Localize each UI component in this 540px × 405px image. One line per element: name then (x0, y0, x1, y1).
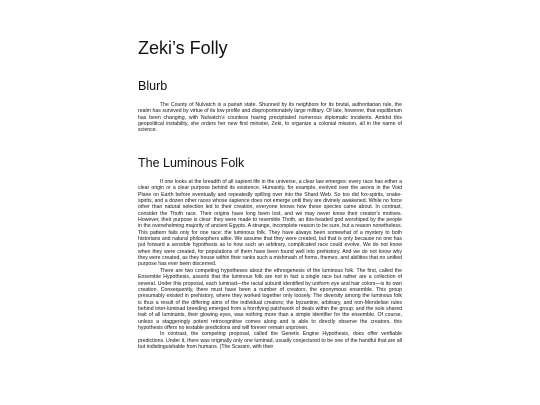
section-heading-luminous-folk: The Luminous Folk (138, 156, 245, 170)
paragraph: In contrast, the competing proposal, called the Genetic Engine Hypothesis, does offer verifiable predictions. Under it, there was originally only one luminad, usually conjectured to be one of the handful that are all but indistinguishable from humans. (The Scaram, with their (138, 331, 402, 350)
section-heading-blurb: Blurb (138, 79, 168, 93)
paragraph: If one looks at the breadth of all sapient life in the universe, a clear law emerges: every race has either a clear origin or a clear purpose behind its existence. Humanity, for example, evolved over the aeons in the Void Plane on Earth before eventually and repeatedly spilling over into the Shard Web. So too did fox-spirits, snake-spirits, and a dozen other races whose sapience does not emerge until they are divinely awakened. While no force other than natural selection led to their creation, everyone knows how these species came about. In contrast, consider the Thoth race. Their origins have long been lost, and we may never know their creator’s motives. However, their purpose is clear: they were made to resemble Thoth, an ibis-headed god worshiped by the people in the overwhelming majority of ancient Egypts. A strange, incomplete reason to be sure, but a reason nonetheless. This pattern fails only for one race: the luminous folk. They have always been somewhat of a mystery to both historians and natural philosophers alike. We assume that they were created, but that is only because no one has put forward a sensible hypothesis as to how such an arbitrary, complicated race could evolve. We do not know when they were created, for populations of them have been found well into prehistory. And we do not know why they were created, as they house within their ranks such a mishmash of forms, themes, and abilities that no unified purpose has ever been discerned. (138, 179, 402, 268)
luminous-folk-body (138, 179, 402, 350)
blurb-body (138, 102, 402, 134)
paragraph: There are two competing hypotheses about the ethnogenesis of the luminous folk. The first, called the Ensemble Hypothesis, asserts that the luminous folk are not in fact a single race but rather are a collection of several. Under this proposal, each luminad—the racial subunit identified by uniform eye and hair colors—is its own creation. Consequently, there must have been a number of creators, the eponymous ensemble. This group presumably existed in prehistory, where they worked together only loosely. The diversity among the luminous folk is thus a result of the differing aims of the individual creators; the byzantine, arbitrary, and non-Mendelian rules behind inter-luminad breeding emerged from a horrifying patchwork of deals within the group; and the sole shared trait of all luminants, their glowing eyes, was nothing more than a simple identifier for the ensemble. Of course, unless a staggeringly potent retrocognitive comes along and is able to directly observe the creators, this hypothesis offers no testable predictions and will forever remain unproven. (138, 267, 402, 331)
page-title: Zeki’s Folly (138, 38, 228, 58)
paragraph: The County of Nulvatch is a pariah state. Shunned by its neighbors for its brutal, authoritarian rule, the realm has survived by virtue of its low profile and disproportionately large military. Of late, however, that equilibrium has been changing, with Nulvatch’s countess having precipitated numerous diplomatic incidents. Amidst this geopolitical instability, she orders her new first minister, Zeki, to organize a colonial mission, all in the name of science. (138, 102, 402, 134)
